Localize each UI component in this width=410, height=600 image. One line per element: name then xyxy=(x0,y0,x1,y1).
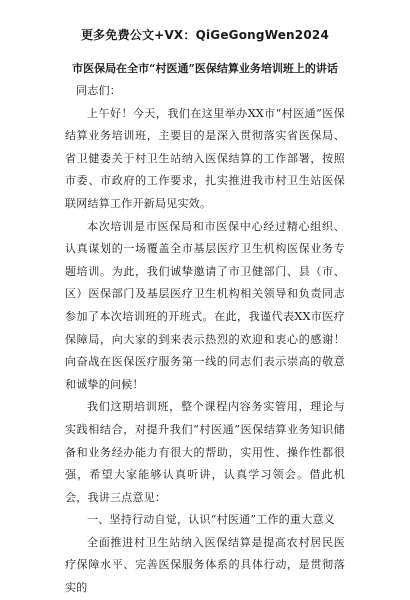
promo-banner: 更多免费公文+VX：QiGeGongWen2024 xyxy=(80,28,329,42)
paragraph-section-1: 全面推进村卫生站纳入医保结算是提高农村居民医疗保障水平、完善医保服务体系的具体行动，是贯彻落实的 xyxy=(65,535,345,595)
salutation: 同志们： xyxy=(76,84,121,97)
speech-body xyxy=(65,80,345,600)
paragraph-training: 本次培训是市医保局和市医保中心经过精心组织、认真谋划的一场覆盖全市基层医疗卫生机构医保业务专题培训。为此，我们诚挚邀请了市卫健部门、县（市、区）医保部门及基层医疗卫生机构相关领导和负责同志参加了本次培训班的开班式。在此，我谨代表XX市医疗保障局，向大家的到来表示热烈的欢迎和衷心的感谢！向奋战在医保医疗服务第一线的同志们表示崇高的敬意和诚挚的问候！ xyxy=(65,219,345,391)
speech-title: 市医保局在全市“村医通”医保结算业务培训班上的讲话 xyxy=(72,62,338,75)
section-heading-1: 一、坚持行动自觉，认识“村医通”工作的重大意义 xyxy=(87,513,335,527)
paragraph-intro: 上午好！今天，我们在这里举办XX市“村医通”医保结算业务培训班，主要目的是深入贯彻落实省医保局、省卫健委关于村卫生站纳入医保结算的工作部署，按照市委、市政府的工作要求，扎实推进我市村卫生站医保联网结算工作开新局见实效。 xyxy=(65,106,345,210)
paragraph-course: 我们这期培训班，整个课程内容务实管用，理论与实践相结合，对提升我们“村医通”医保结算业务知识储备和业务经办能力有很大的帮助，实用性、操作性都很强，希望大家能够认真听讲，认真学习领会。借此机会，我讲三点意见： xyxy=(65,400,345,504)
